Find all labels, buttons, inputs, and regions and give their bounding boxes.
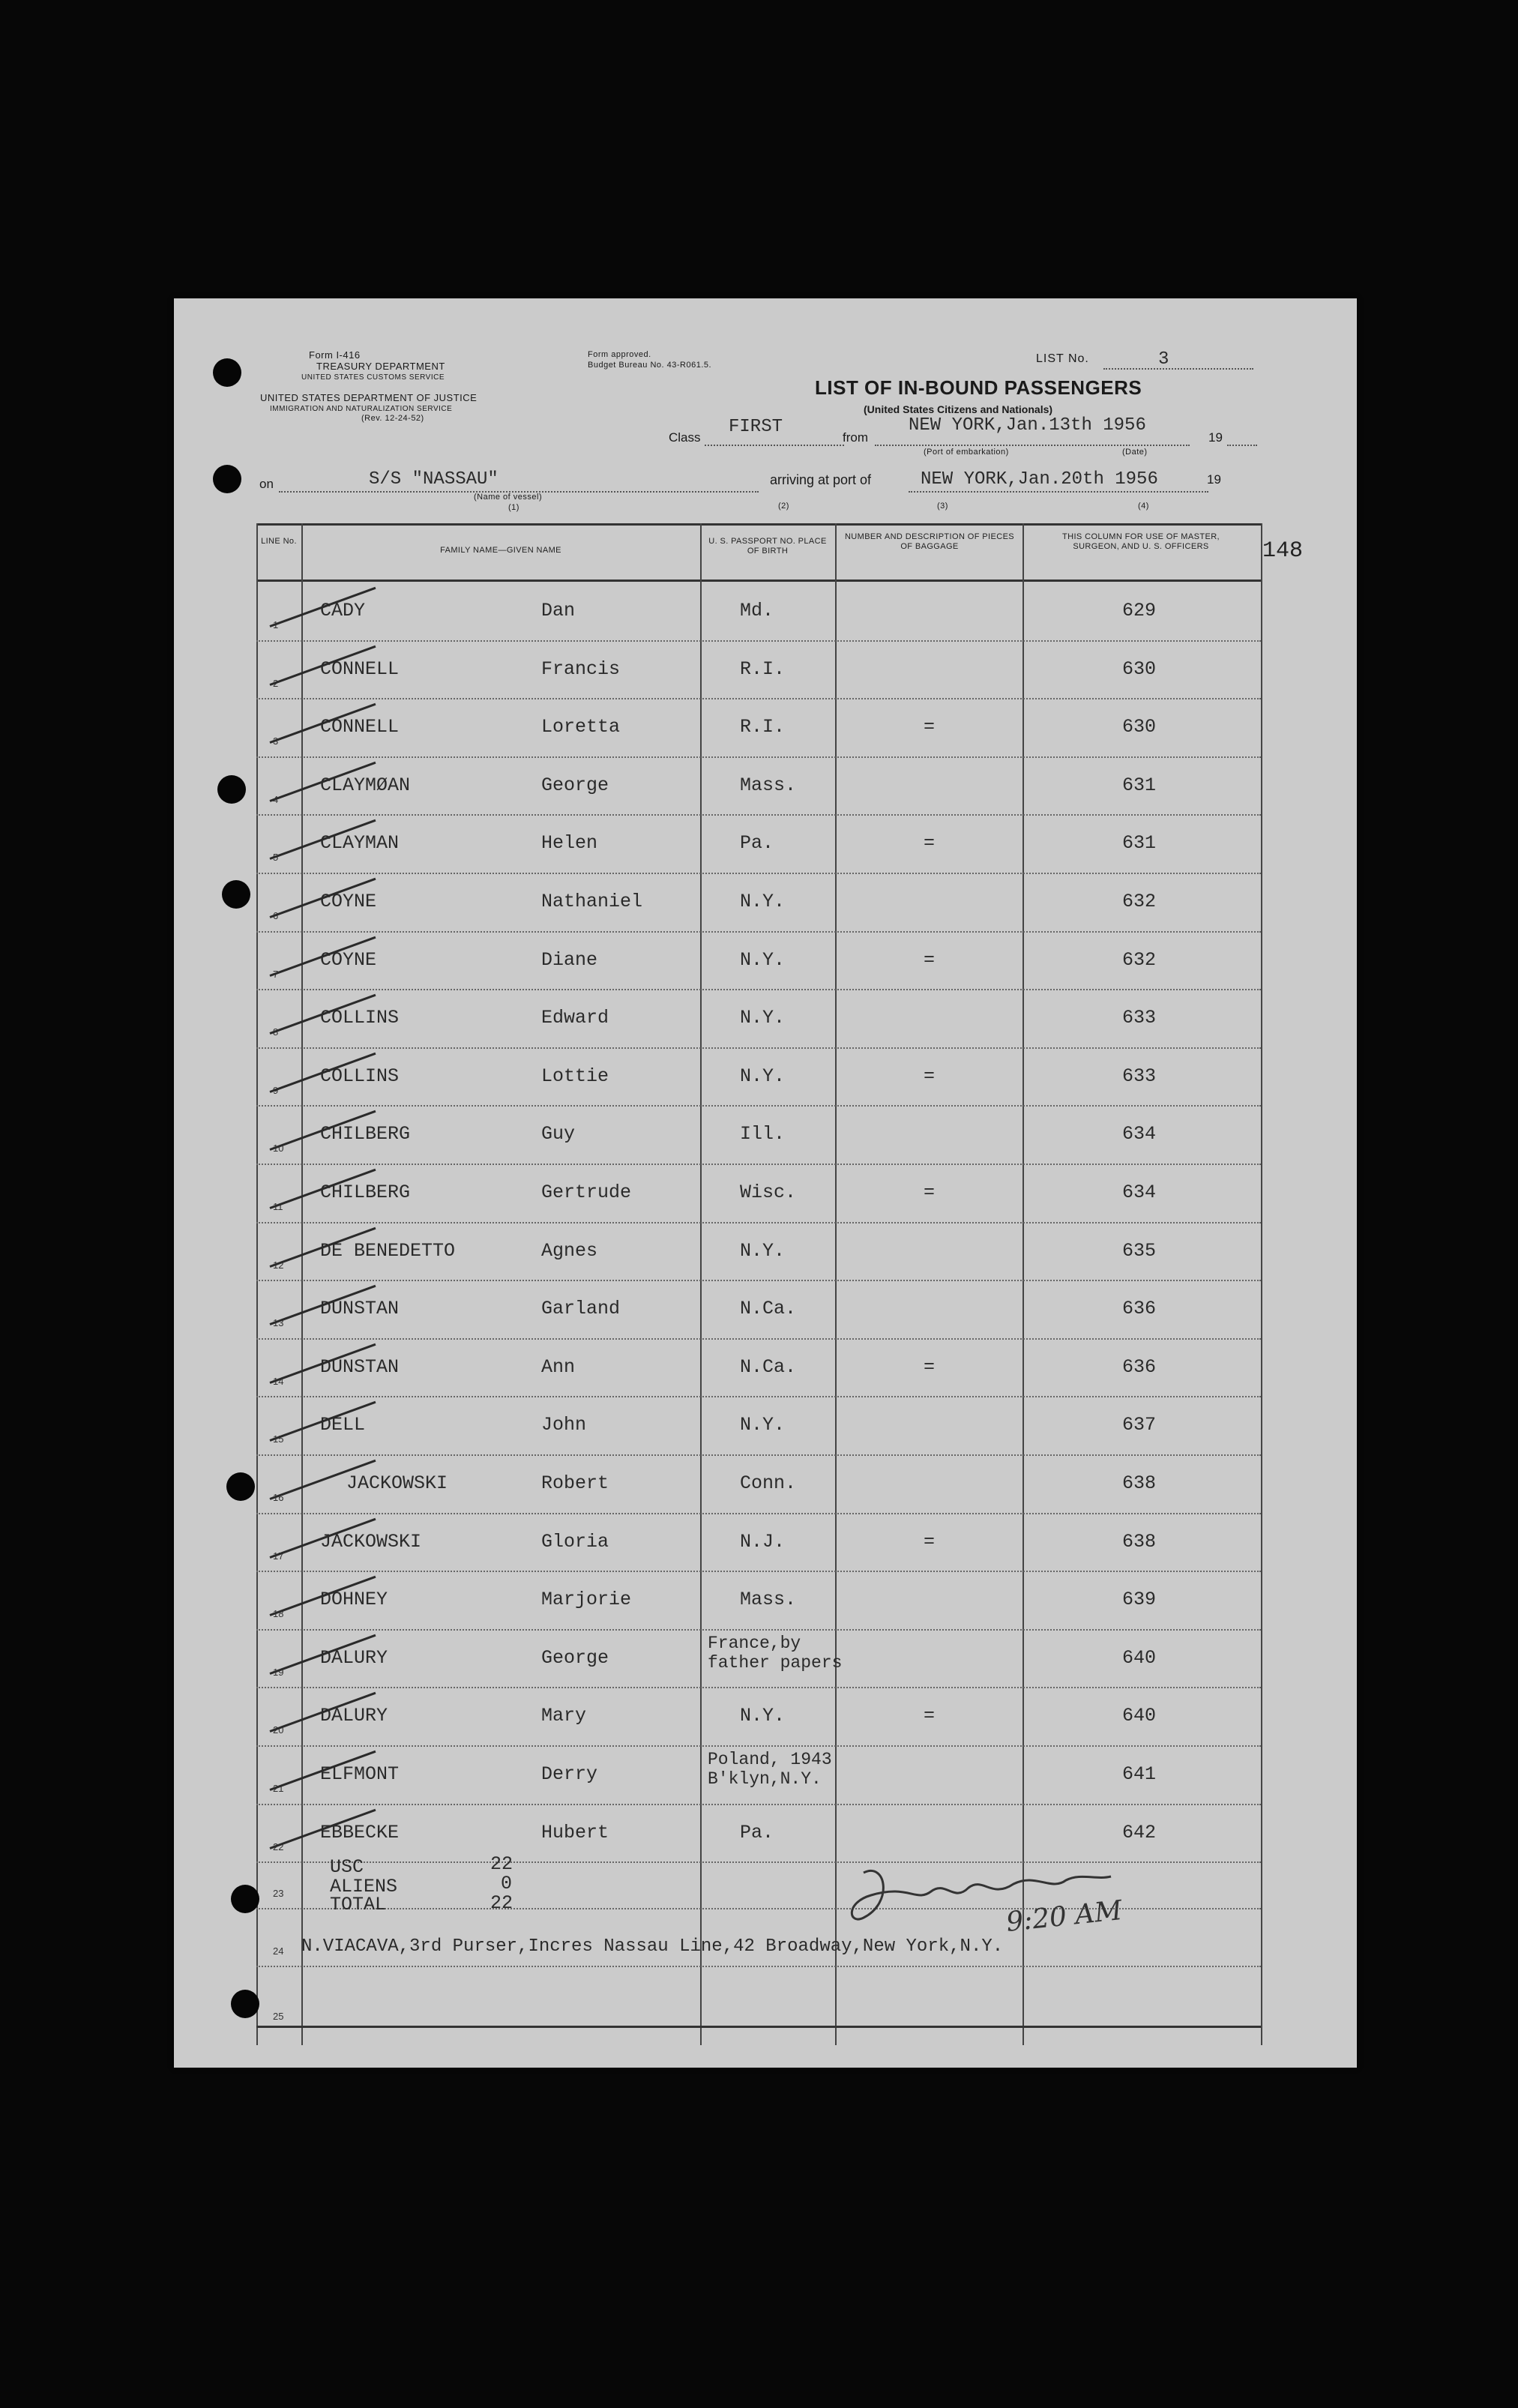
officer-number: 638 [1122, 1472, 1157, 1494]
table-row [256, 931, 1261, 991]
table-row [256, 873, 1261, 933]
place-of-birth: N.Y. [740, 1414, 786, 1436]
line-number: 6 [273, 910, 279, 921]
vessel-caption: (Name of vessel) [474, 493, 543, 502]
line-number: 23 [273, 1888, 284, 1899]
officer-number: 634 [1122, 1123, 1157, 1146]
officer-number: 637 [1122, 1414, 1157, 1436]
place-of-birth: N.Y. [740, 1239, 786, 1262]
officer-number: 632 [1122, 948, 1157, 971]
line-number: 2 [273, 677, 279, 689]
dept-line-3: UNITED STATES DEPARTMENT OF JUSTICE [260, 392, 478, 403]
col-header-passport: U. S. PASSPORT NO. PLACE OF BIRTH [708, 537, 827, 556]
place-of-birth: N.Y. [740, 948, 786, 971]
list-no-label: LIST No. [1036, 352, 1089, 365]
manifest-sheet [174, 298, 1357, 2068]
line-number: 8 [273, 1026, 279, 1038]
place-of-birth: R.I. [740, 657, 786, 680]
arrival-value: NEW YORK,Jan.20th 1956 [921, 469, 1158, 490]
on-label: on [259, 477, 274, 491]
place-of-birth: Pa. [740, 1821, 774, 1843]
given-name: Agnes [541, 1239, 598, 1262]
place-of-birth: R.I. [740, 716, 786, 738]
place-of-birth: N.Ca. [740, 1355, 797, 1378]
given-name: Hubert [541, 1821, 609, 1843]
table-row [256, 1454, 1261, 1514]
line-number: 4 [273, 793, 279, 805]
table-row [256, 582, 1261, 642]
given-name: Garland [541, 1298, 621, 1320]
vessel-name: S/S "NASSAU" [369, 469, 499, 490]
place-of-birth: Mass. [740, 1589, 797, 1611]
family-name: CONNELL [320, 657, 400, 680]
officer-number: 635 [1122, 1239, 1157, 1262]
line-number: 7 [273, 968, 279, 980]
table-row [256, 1745, 1261, 1805]
table-row [256, 1164, 1261, 1223]
family-name: JACKOWSKI [320, 1530, 422, 1553]
list-no-value: 3 [1158, 349, 1169, 370]
document-title: LIST OF IN-BOUND PASSENGERS [815, 376, 1142, 399]
table-row [256, 1571, 1261, 1631]
given-name: Marjorie [541, 1589, 632, 1611]
line-number: 15 [273, 1433, 284, 1445]
table-row [256, 1338, 1261, 1398]
binder-hole [213, 358, 241, 387]
table-row [256, 1396, 1261, 1456]
line-number: 19 [273, 1666, 284, 1678]
table-row [256, 1513, 1261, 1573]
officer-number: 641 [1122, 1763, 1157, 1785]
line-number: 22 [273, 1840, 284, 1852]
class-rule [705, 445, 844, 446]
family-name: CHILBERG [320, 1182, 411, 1203]
given-name: Edward [541, 1007, 609, 1029]
table-row [256, 1629, 1261, 1689]
place-of-birth: Conn. [740, 1472, 797, 1494]
place-of-birth: N.Y. [740, 1065, 786, 1087]
place-of-birth: Md. [740, 600, 774, 621]
family-name: DALURY [320, 1646, 388, 1669]
given-name: Gloria [541, 1530, 609, 1553]
baggage-mark: = [924, 1065, 936, 1087]
table-row [256, 1047, 1261, 1107]
binder-hole [231, 1885, 259, 1913]
place-of-birth: N.J. [740, 1530, 786, 1553]
place-of-birth: Wisc. [740, 1182, 797, 1203]
officer-number: 631 [1122, 774, 1157, 796]
baggage-mark: = [924, 832, 936, 855]
total-label: TOTAL [330, 1894, 387, 1915]
family-name: CONNELL [320, 716, 400, 738]
given-name: Mary [541, 1705, 587, 1727]
total-count: 22 [490, 1892, 513, 1914]
place-of-birth: Ill. [740, 1123, 786, 1146]
binder-hole [217, 775, 246, 804]
given-name: George [541, 774, 609, 796]
given-name: Robert [541, 1472, 609, 1494]
family-name: COYNE [320, 948, 377, 971]
baggage-mark: = [924, 1530, 936, 1553]
table-row [256, 1687, 1261, 1747]
given-name: John [541, 1414, 587, 1436]
blank-row [256, 1966, 1261, 2028]
line-number: 14 [273, 1375, 284, 1387]
binder-hole [213, 465, 241, 493]
officer-number: 629 [1122, 600, 1157, 621]
date-caption: (Date) [1122, 448, 1148, 457]
page-number: 148 [1262, 538, 1304, 564]
family-name: JACKOWSKI [346, 1472, 448, 1494]
line-number: 11 [273, 1201, 283, 1212]
caption-4: (4) [1138, 502, 1149, 511]
given-name: Dan [541, 600, 576, 621]
arrival-year-suffix: 19 [1207, 472, 1221, 487]
table-row [256, 640, 1261, 700]
place-of-birth: Poland, 1943 [708, 1750, 832, 1769]
family-name: ELFMONT [320, 1763, 400, 1785]
line-number: 18 [273, 1608, 284, 1620]
family-name: CADY [320, 600, 366, 621]
baggage-mark: = [924, 1182, 936, 1203]
binder-hole [222, 880, 250, 909]
aliens-count: 0 [501, 1873, 513, 1894]
given-name: Lottie [541, 1065, 609, 1087]
line-number: 21 [273, 1783, 284, 1794]
dept-line-1: TREASURY DEPARTMENT [316, 361, 445, 372]
approval-line-1: Form approved. [588, 350, 651, 359]
caption-1: (1) [508, 503, 519, 512]
place-of-birth: N.Y. [740, 891, 786, 912]
place-of-birth: France,by [708, 1633, 801, 1653]
table-row [256, 1280, 1261, 1340]
handwritten-time: 9:20 AM [1005, 1895, 1124, 1938]
from-label: from [843, 430, 868, 445]
form-number: Form I-416 [309, 349, 361, 361]
family-name: COYNE [320, 891, 377, 912]
family-name: DE BENEDETTO [320, 1239, 456, 1262]
family-name: COLLINS [320, 1065, 400, 1087]
line-number: 25 [273, 2011, 284, 2022]
dept-line-4: IMMIGRATION AND NATURALIZATION SERVICE [270, 405, 453, 413]
officer-number: 638 [1122, 1530, 1157, 1553]
place-of-birth: Mass. [740, 774, 797, 796]
line-number: 13 [273, 1317, 284, 1329]
table-row [256, 989, 1261, 1049]
given-name: Gertrude [541, 1182, 632, 1203]
officer-number: 633 [1122, 1007, 1157, 1029]
place-of-birth-line-2: B'klyn,N.Y. [708, 1769, 822, 1789]
officer-number: 640 [1122, 1646, 1157, 1669]
col-header-line: LINE No. [261, 537, 297, 546]
family-name: DELL [320, 1414, 366, 1436]
port-caption: (Port of embarkation) [924, 448, 1009, 457]
document-subtitle: (United States Citizens and Nationals) [864, 403, 1053, 415]
caption-2: (2) [778, 502, 789, 511]
family-name: EBBECKE [320, 1821, 400, 1843]
given-name: George [541, 1646, 609, 1669]
given-name: Ann [541, 1355, 576, 1378]
line-number: 10 [273, 1143, 284, 1155]
family-name: CLAYMØAN [320, 774, 411, 796]
given-name: Helen [541, 832, 598, 855]
year-suffix: 19 [1208, 430, 1223, 445]
given-name: Guy [541, 1123, 576, 1146]
binder-hole [231, 1990, 259, 2018]
family-name: DOHNEY [320, 1589, 388, 1611]
class-value: FIRST [729, 417, 783, 437]
officer-number: 633 [1122, 1065, 1157, 1087]
dept-line-2: UNITED STATES CUSTOMS SERVICE [301, 373, 445, 382]
line-number: 17 [273, 1550, 284, 1562]
line-number: 24 [273, 1945, 284, 1957]
family-name: CHILBERG [320, 1123, 411, 1146]
baggage-mark: = [924, 1705, 936, 1727]
arrival-rule [909, 491, 1208, 493]
place-of-birth-line-2: father papers [708, 1652, 843, 1673]
table-row [256, 698, 1261, 758]
line-number: 16 [273, 1492, 284, 1503]
officer-number: 631 [1122, 832, 1157, 855]
officer-number: 642 [1122, 1821, 1157, 1843]
col-header-name: FAMILY NAME—GIVEN NAME [440, 546, 561, 555]
baggage-mark: = [924, 948, 936, 971]
baggage-mark: = [924, 1355, 936, 1378]
officer-number: 634 [1122, 1182, 1157, 1203]
officer-number: 636 [1122, 1298, 1157, 1320]
aliens-label: ALIENS [330, 1876, 398, 1897]
line-number: 9 [273, 1084, 279, 1096]
purser-signature-line: N.VIACAVA,3rd Purser,Incres Nassau Line,42 Broadway,New York,N.Y. [301, 1936, 1004, 1957]
officer-number: 632 [1122, 891, 1157, 912]
line-number: 12 [273, 1259, 284, 1271]
place-of-birth: N.Y. [740, 1007, 786, 1029]
year-rule [1227, 445, 1257, 446]
table-row [256, 1222, 1261, 1282]
binder-hole [226, 1472, 255, 1501]
officer-number: 640 [1122, 1705, 1157, 1727]
place-of-birth: N.Y. [740, 1705, 786, 1727]
table-row [256, 1105, 1261, 1165]
arriving-label: arriving at port of [770, 472, 872, 487]
list-no-rule [1103, 368, 1253, 370]
line-number: 20 [273, 1724, 284, 1736]
class-label: Class [669, 430, 701, 445]
dept-line-5: (Rev. 12-24-52) [361, 414, 424, 423]
baggage-mark: = [924, 716, 936, 738]
col-header-officers: THIS COLUMN FOR USE OF MASTER, SURGEON, AND U. S. OFFICERS [1061, 532, 1220, 551]
approval-line-2: Budget Bureau No. 43-R061.5. [588, 361, 712, 370]
usc-label: USC [330, 1856, 364, 1878]
given-name: Francis [541, 657, 621, 680]
officer-number: 630 [1122, 716, 1157, 738]
officer-number: 636 [1122, 1355, 1157, 1378]
given-name: Nathaniel [541, 891, 643, 912]
col-header-baggage: NUMBER AND DESCRIPTION OF PIECES OF BAGGAGE [844, 532, 1015, 551]
family-name: DUNSTAN [320, 1298, 400, 1320]
family-name: DALURY [320, 1705, 388, 1727]
officer-number: 639 [1122, 1589, 1157, 1611]
line-number: 5 [273, 852, 279, 864]
family-name: COLLINS [320, 1007, 400, 1029]
given-name: Loretta [541, 716, 621, 738]
from-rule [875, 445, 1190, 446]
usc-count: 22 [490, 1853, 513, 1875]
officer-number: 630 [1122, 657, 1157, 680]
place-of-birth: N.Ca. [740, 1298, 797, 1320]
family-name: CLAYMAN [320, 832, 400, 855]
given-name: Derry [541, 1763, 598, 1785]
family-name: DUNSTAN [320, 1355, 400, 1378]
table-row [256, 756, 1261, 816]
line-number: 1 [273, 619, 279, 630]
caption-3: (3) [937, 502, 948, 511]
table-row [256, 814, 1261, 874]
place-of-birth: Pa. [740, 832, 774, 855]
from-value: NEW YORK,Jan.13th 1956 [909, 415, 1146, 436]
passenger-table [256, 523, 1261, 2045]
line-number: 3 [273, 735, 279, 747]
given-name: Diane [541, 948, 598, 971]
